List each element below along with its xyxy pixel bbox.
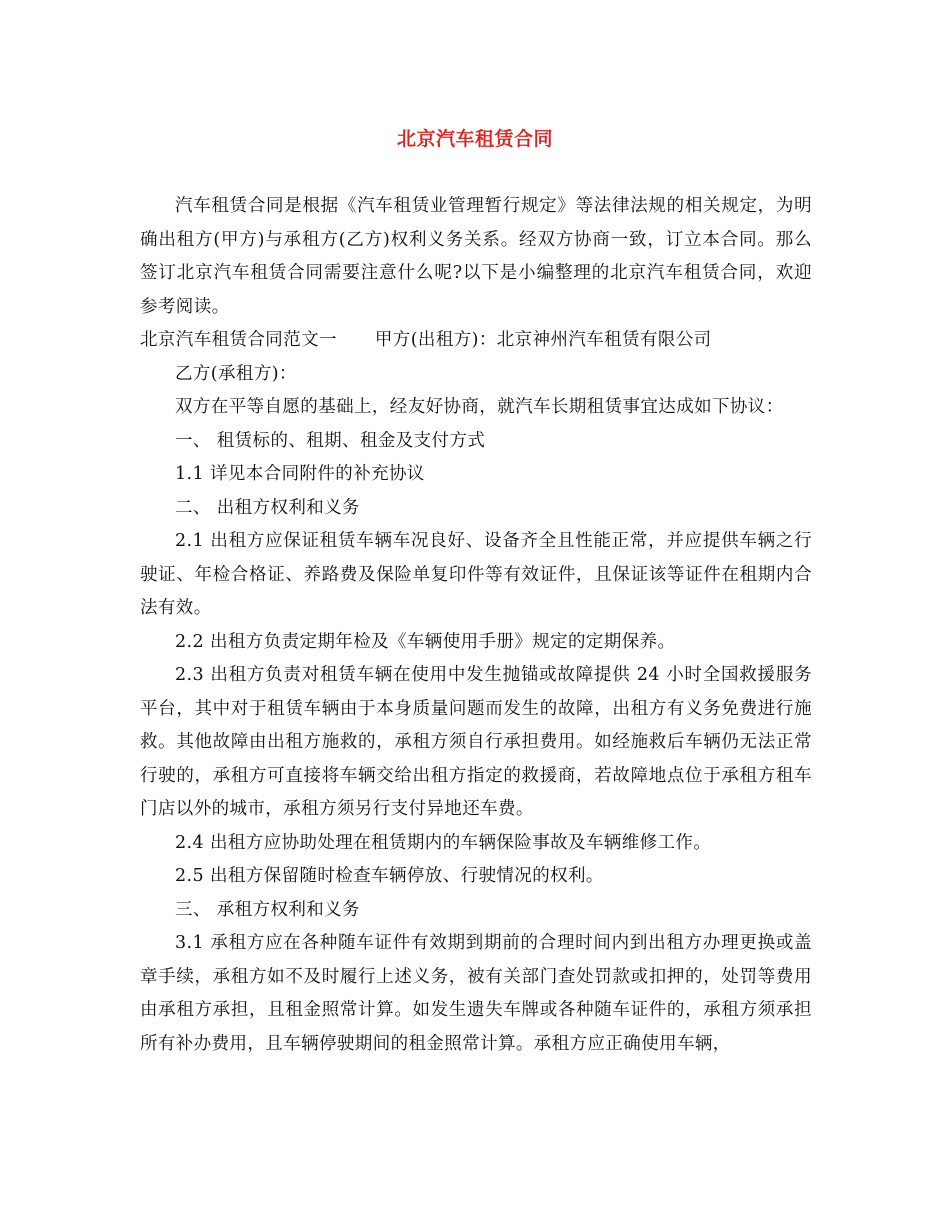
party-a-line: 甲方(出租方)：北京神州汽车租赁有限公司 xyxy=(374,330,712,350)
sample-heading-line xyxy=(140,324,812,358)
section-heading-3: 三、 承租方权利和义务 xyxy=(175,899,360,920)
clause-2-1: 2.1 出租方应保证租赁车辆车况良好、设备齐全且性能正常，并应提供车辆之行驶证、年检合格证、养路费及保险单复印件等有效证件，且保证该等证件在租期内合法有效。 xyxy=(140,531,812,618)
party-b-line: 乙方(承租方)： xyxy=(175,363,297,384)
intro-paragraph: 汽车租赁合同是根据《汽车租赁业管理暂行规定》等法律法规的相关规定，为明确出租方(甲方)与承租方(乙方)权利义务关系。经双方协商一致，订立本合同。那么签订北京汽车租赁合同需要注意什么呢?以下是小编整理的北京汽车租赁合同，欢迎参考阅读。 xyxy=(140,196,812,317)
clause-2-2: 2.2 出租方负责定期年检及《车辆使用手册》规定的定期保养。 xyxy=(175,631,676,652)
clause-1-1: 1.1 详见本合同附件的补充协议 xyxy=(175,464,425,484)
document-body xyxy=(140,190,812,1061)
clause-2-3: 2.3 出租方负责对租赁车辆在使用中发生抛锚或故障提供 24 小时全国救援服务平台，其中对于租赁车辆由于本身质量问题而发生的故障，出租方有义务免费进行施救。其他故障由出租方施救的，承租方须自行承担费用。如经施救后车辆仍无法正常行驶的，承租方可直接将车辆交给出租方指定的救援商，若故障地点位于承租方租车门店以外的城市，承租方须另行支付异地还车费。 xyxy=(140,665,812,819)
section-heading-2: 二、 出租方权利和义务 xyxy=(175,497,360,518)
clause-3-1: 3.1 承租方应在各种随车证件有效期到期前的合理时间内到出租方办理更换或盖章手续，承租方如不及时履行上述义务，被有关部门查处罚款或扣押的，处罚等费用由承租方承担，且租金照常计算。如发生遗失车牌或各种随车证件的，承租方须承担所有补办费用，且车辆停驶期间的租金照常计算。承租方应正确使用车辆， xyxy=(140,933,812,1054)
section-heading-1: 一、 租赁标的、租期、租金及支付方式 xyxy=(175,430,486,451)
preamble-paragraph: 双方在平等自愿的基础上，经友好协商，就汽车长期租赁事宜达成如下协议： xyxy=(175,397,784,417)
sample-heading: 北京汽车租赁合同范文一 xyxy=(140,330,337,350)
clause-2-5: 2.5 出租方保留随时检查车辆停放、行驶情况的权利。 xyxy=(175,866,604,886)
document-title: 北京汽车租赁合同 xyxy=(396,128,553,150)
clause-2-4: 2.4 出租方应协助处理在租赁期内的车辆保险事故及车辆维修工作。 xyxy=(175,832,712,853)
